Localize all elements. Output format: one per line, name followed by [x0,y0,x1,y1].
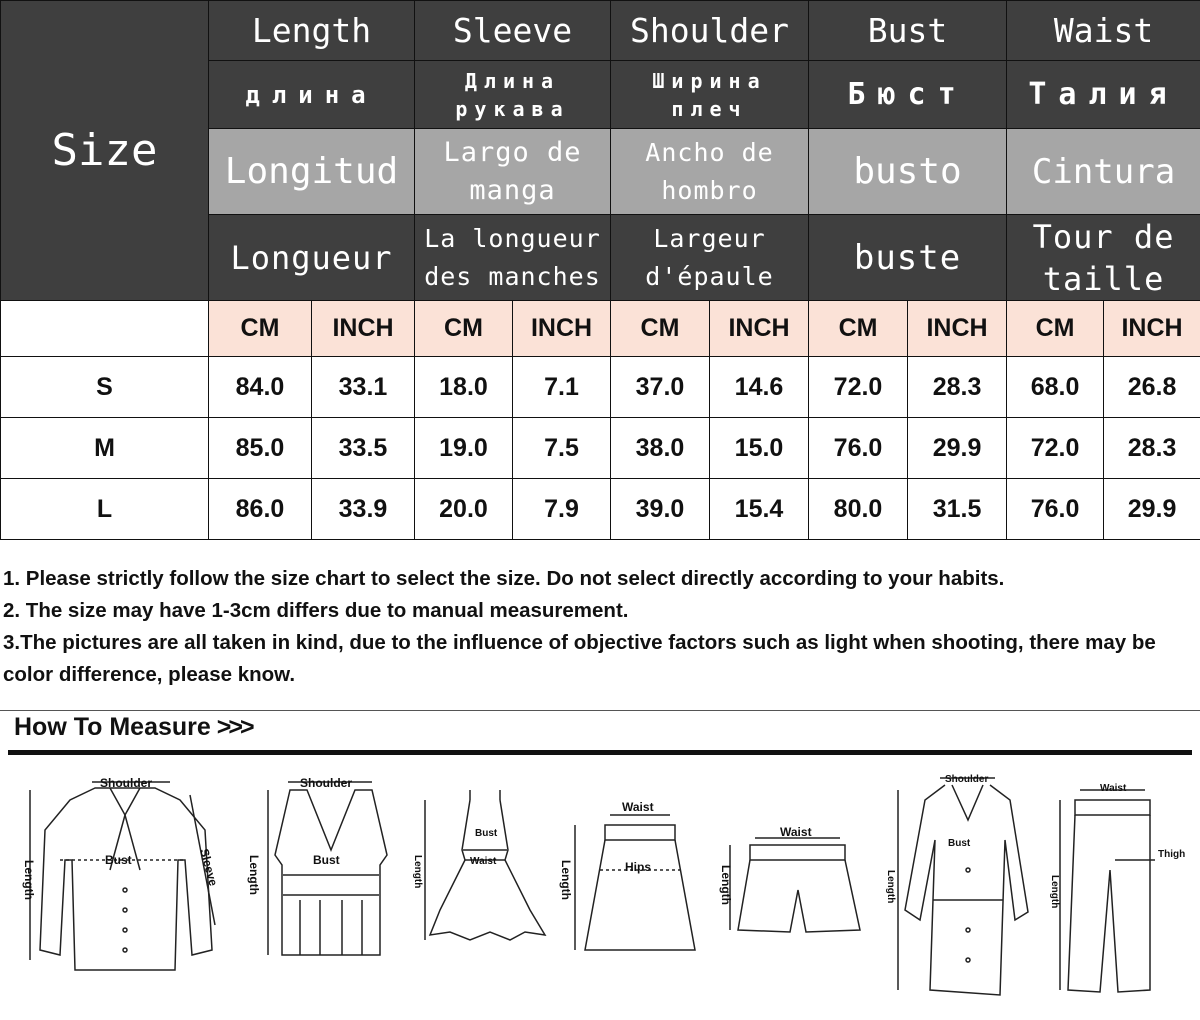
how-to-measure-label: How To Measure [14,713,211,741]
size-header: Size [1,1,209,301]
col-header-shoulder-es: Ancho de hombro [611,129,809,215]
tank-top-icon [268,782,387,955]
unit-cm: CM [209,301,312,357]
table-cell: 7.5 [513,418,611,479]
unit-inch: INCH [312,301,415,357]
pants-icon [1060,790,1155,992]
unit-cm: CM [1007,301,1104,357]
table-cell: 20.0 [415,479,513,540]
blouse-icon [30,782,215,970]
label-bust: Bust [948,838,971,849]
unit-inch: INCH [710,301,809,357]
col-header-waist-en: Waist [1007,1,1200,61]
label-waist: Waist [1100,783,1127,794]
table-cell: 15.4 [710,479,809,540]
col-header-bust-es: busto [809,129,1007,215]
col-header-sleeve-ru: Длина рукава [415,61,611,129]
table-cell: 15.0 [710,418,809,479]
label-bust: Bust [475,828,498,839]
unit-inch: INCH [1104,301,1200,357]
label-bust: Bust [313,853,340,867]
size-header-blank [1,301,209,357]
label-waist: Waist [470,856,497,867]
label-thigh: Thigh [1158,849,1186,860]
col-header-sleeve-es: Largo de manga [415,129,611,215]
col-header-shoulder-ru: Ширина плеч [611,61,809,129]
title-underline [8,750,1192,755]
col-header-length-fr: Longueur [209,215,415,301]
note-3: 3.The pictures are all taken in kind, due to the influence of objective factors such as light when shooting, there may be color difference, please know. [3,631,1156,686]
col-header-bust-fr: buste [809,215,1007,301]
size-cell: M [1,418,209,479]
label-waist: Waist [780,825,812,839]
col-header-waist-fr: Tour de taille [1007,215,1200,301]
note-2: 2. The size may have 1-3cm differs due to manual measurement. [3,599,629,622]
label-sleeve: Sleeve [197,847,221,888]
table-cell: 28.3 [908,357,1007,418]
measurement-illustrations [0,760,1200,1015]
unit-cm: CM [611,301,710,357]
how-to-measure-title [14,713,252,742]
col-header-waist-es: Cintura [1007,129,1200,215]
chevrons-right-icon: >>> [216,713,252,741]
label-hips: Hips [625,860,652,874]
col-header-length-ru: длина [209,61,415,129]
size-cell: S [1,357,209,418]
table-cell: 33.1 [312,357,415,418]
table-cell: 33.5 [312,418,415,479]
col-header-bust-en: Bust [809,1,1007,61]
table-cell: 39.0 [611,479,710,540]
table-cell: 84.0 [209,357,312,418]
unit-inch: INCH [513,301,611,357]
label-length: Length [247,855,261,895]
label-length: Length [559,860,573,900]
table-cell: 76.0 [1007,479,1104,540]
label-shoulder: Shoulder [945,774,989,785]
table-cell: 85.0 [209,418,312,479]
label-length: Length [1049,875,1060,909]
label-length: Length [22,860,36,900]
table-cell: 26.8 [1104,357,1200,418]
table-cell: 37.0 [611,357,710,418]
table-cell: 33.9 [312,479,415,540]
label-waist: Waist [622,800,654,814]
label-shoulder: Shoulder [100,776,153,790]
label-length: Length [719,865,733,905]
col-header-shoulder-fr: Largeur d'épaule [611,215,809,301]
unit-cm: CM [415,301,513,357]
skirt-icon [575,815,695,950]
col-header-shoulder-en: Shoulder [611,1,809,61]
col-header-length-es: Longitud [209,129,415,215]
label-length: Length [885,870,896,904]
label-bust: Bust [105,853,132,867]
coat-icon [898,778,1028,995]
divider [0,710,1200,711]
size-cell: L [1,479,209,540]
col-header-sleeve-fr: La longueur des manches [415,215,611,301]
table-cell: 72.0 [1007,418,1104,479]
table-row [1,418,1200,479]
table-cell: 29.9 [1104,479,1200,540]
table-cell: 31.5 [908,479,1007,540]
col-header-bust-ru: Бюст [809,61,1007,129]
table-cell: 28.3 [1104,418,1200,479]
table-cell: 29.9 [908,418,1007,479]
col-header-sleeve-en: Sleeve [415,1,611,61]
table-cell: 18.0 [415,357,513,418]
table-cell: 7.9 [513,479,611,540]
table-cell: 72.0 [809,357,908,418]
notes-block [3,563,1195,691]
col-header-waist-ru: Талия [1007,61,1200,129]
table-cell: 68.0 [1007,357,1104,418]
table-cell: 14.6 [710,357,809,418]
table-cell: 19.0 [415,418,513,479]
col-header-length-en: Length [209,1,415,61]
unit-inch: INCH [908,301,1007,357]
shorts-icon [730,838,860,932]
note-1: 1. Please strictly follow the size chart to select the size. Do not select directly according to your habits. [3,567,1005,590]
table-cell: 80.0 [809,479,908,540]
table-cell: 76.0 [809,418,908,479]
table-row [1,479,1200,540]
label-shoulder: Shoulder [300,776,353,790]
table-cell: 86.0 [209,479,312,540]
label-length: Length [412,855,423,889]
table-cell: 7.1 [513,357,611,418]
unit-cm: CM [809,301,908,357]
table-cell: 38.0 [611,418,710,479]
table-row [1,357,1200,418]
